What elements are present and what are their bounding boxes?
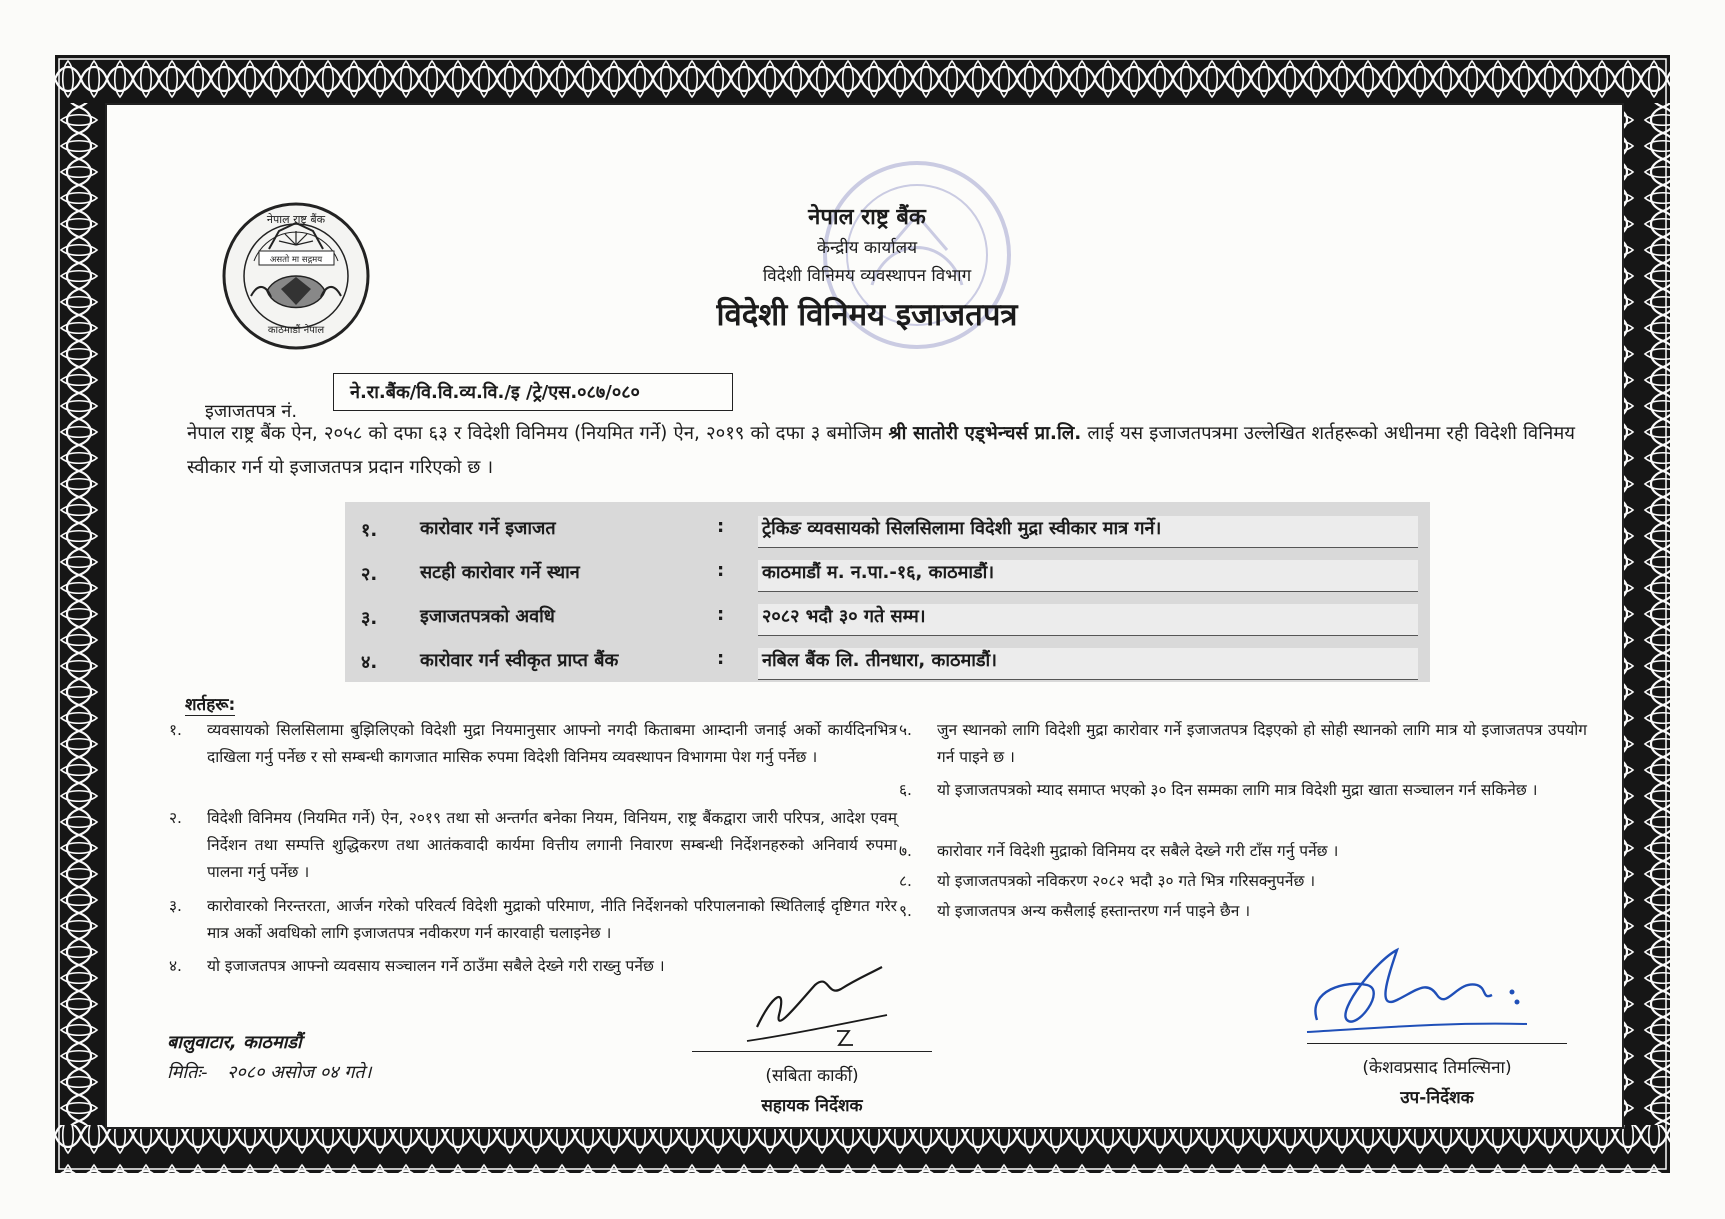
nepal-rastra-bank-seal xyxy=(219,201,374,351)
detail-colon: : xyxy=(717,604,725,625)
condition-item xyxy=(899,838,1587,865)
condition-text: कारोवार गर्ने विदेशी मुद्राको विनिमय दर सबैले देख्ने गरी टाँस गर्नु पर्नेछ । xyxy=(937,842,1339,860)
issue-place: बालुवाटार, काठमाडौं xyxy=(167,1032,302,1053)
detail-row xyxy=(345,506,1430,550)
detail-number: १. xyxy=(361,520,378,541)
intro-paragraph xyxy=(187,417,1575,485)
condition-number: ३. xyxy=(169,897,182,915)
certificate-sheet xyxy=(105,103,1624,1129)
detail-number: २. xyxy=(361,564,378,585)
condition-number: २. xyxy=(169,809,182,827)
issue-date-value: २०८० असोज ०४ गते। xyxy=(227,1062,372,1083)
condition-item xyxy=(899,777,1587,804)
condition-text: जुन स्थानको लागि विदेशी मुद्रा कारोवार गर्ने इजाजतपत्र दिइएको हो सोही स्थानको लागि मात्र यो इजाजतपत्र उपयोग गर्न पाइने छ । xyxy=(937,721,1587,766)
license-number-value: ने.रा.बैंक/वि.वि.व्य.वि./इ /ट्रे/एस.०८७/०८० xyxy=(333,373,733,411)
detail-colon: : xyxy=(717,516,725,537)
condition-item xyxy=(899,898,1587,925)
bank-name: नेपाल राष्ट्र बैंक xyxy=(808,205,926,230)
condition-text: यो इजाजतपत्रको म्याद समाप्त भएको ३० दिन सम्मका लागि मात्र विदेशी मुद्रा खाता सञ्चालन गर्न सकिनेछ । xyxy=(937,781,1538,799)
signatory-2-title: उप-निर्देशक xyxy=(1400,1088,1474,1108)
detail-value: ट्रेकिङ व्यवसायको सिलसिलामा विदेशी मुद्रा स्वीकार मात्र गर्ने। xyxy=(758,516,1418,548)
detail-label: सटही कारोवार गर्ने स्थान xyxy=(420,562,580,583)
condition-number: ९. xyxy=(899,902,912,920)
license-number-label: इजाजतपत्र नं. xyxy=(205,401,298,422)
condition-text: विदेशी विनिमय (नियमित गर्ने) ऐन, २०१९ तथा सो अन्तर्गत बनेका नियम, विनियम, राष्ट्र बैंकद्वारा जारी परिपत्र, आदेश एवम् निर्देशन तथा सम्पत्ति शुद्धिकरण तथा आतंकवादी कार्यमा वित्तीय लगानी निवारण सम्बन्धी निर्देशनहरुको अनिवार्य रुपमा पालना गर्नु पर्नेछ । xyxy=(207,809,897,881)
svg-text:नेपाल राष्ट्र बैंक: नेपाल राष्ट्र बैंक xyxy=(266,213,326,226)
certificate-title: विदेशी विनिमय इजाजतपत्र xyxy=(716,297,1018,333)
signature-line xyxy=(1307,1043,1567,1044)
condition-item xyxy=(169,717,897,771)
condition-item xyxy=(169,893,897,947)
detail-label: इजाजतपत्रको अवधि xyxy=(420,606,555,627)
condition-item xyxy=(899,717,1587,771)
signature-1 xyxy=(717,955,897,1055)
condition-number: ६. xyxy=(899,781,912,799)
detail-colon: : xyxy=(717,648,725,669)
department-name: विदेशी विनिमय व्यवस्थापन विभाग xyxy=(762,266,972,286)
certificate-border xyxy=(55,55,1670,1173)
svg-text:काठमाडौं नेपाल: काठमाडौं नेपाल xyxy=(267,325,325,336)
detail-number: ३. xyxy=(361,608,378,629)
condition-text: यो इजाजतपत्र आफ्नो व्यवसाय सञ्चालन गर्ने ठाउँमा सबैले देख्ने गरी राख्नु पर्नेछ । xyxy=(207,957,665,975)
signatory-1-title: सहायक निर्देशक xyxy=(761,1096,863,1116)
condition-text: यो इजाजतपत्र अन्य कसैलाई हस्तान्तरण गर्न पाइने छैन । xyxy=(937,902,1251,920)
issue-date-label: मितिः- xyxy=(167,1062,208,1083)
detail-label: कारोवार गर्न स्वीकृत प्राप्त बैंक xyxy=(420,650,619,671)
condition-text: कारोवारको निरन्तरता, आर्जन गरेको परिवर्त्य विदेशी मुद्राको परिमाण, नीति निर्देशनको परिपालनाको स्थितिलाई दृष्टिगत गरेर मात्र अर्को अवधिको लागि इजाजतपत्र नवीकरण गर्न कारवाही चलाइनेछ । xyxy=(207,897,897,942)
signature-2 xyxy=(1287,940,1547,1050)
detail-colon: : xyxy=(717,560,725,581)
detail-value: काठमाडौं म. न.पा.-१६, काठमाडौं। xyxy=(758,560,1418,592)
license-details-table xyxy=(345,502,1430,682)
svg-text:असतो मा सद्गमय: असतो मा सद्गमय xyxy=(269,255,323,265)
condition-item xyxy=(899,868,1587,895)
condition-number: ८. xyxy=(899,872,912,890)
conditions-heading: शर्तहरू: xyxy=(185,692,235,716)
detail-row xyxy=(345,638,1430,682)
condition-number: ५. xyxy=(899,721,912,739)
detail-number: ४. xyxy=(361,652,378,673)
intro-text-after: लाई यस इजाजतपत्रमा उल्लेखित शर्तहरूको अधीनमा रही विदेशी विनिमय स्वीकार गर्न यो इजाजतपत्र प्रदान गरिएको छ । xyxy=(187,423,1576,478)
signatory-1-name: (सबिता कार्की) xyxy=(765,1066,859,1086)
intro-text-before: नेपाल राष्ट्र बैंक ऐन, २०५८ को दफा ६३ र विदेशी विनिमय (नियमित गर्ने) ऐन, २०१९ को दफा ३ बमोजिम xyxy=(187,423,889,444)
condition-number: ४. xyxy=(169,957,182,975)
condition-number: १. xyxy=(169,721,182,739)
condition-item xyxy=(169,805,897,886)
detail-value: २०८२ भदौ ३० गते सम्म। xyxy=(758,604,1418,636)
detail-row xyxy=(345,550,1430,594)
detail-row xyxy=(345,594,1430,638)
detail-label: कारोवार गर्ने इजाजत xyxy=(420,518,556,539)
condition-number: ७. xyxy=(899,842,912,860)
signature-line xyxy=(692,1051,932,1052)
signatory-2-name: (केशवप्रसाद तिमल्सिना) xyxy=(1362,1058,1512,1078)
company-name: श्री सातोरी एड्भेन्चर्स प्रा.लि. xyxy=(888,423,1082,444)
condition-text: व्यवसायको सिलसिलामा बुझिलिएको विदेशी मुद्रा नियमानुसार आफ्नो नगदी किताबमा आम्दानी जनाई अर्को कार्यदिनभित्र दाखिला गर्नु पर्नेछ र सो सम्बन्धी कागजात मासिक रुपमा विदेशी विनिमय व्यवस्थापन विभागमा पेश गर्नु पर्नेछ । xyxy=(207,721,897,766)
office-name: केन्द्रीय कार्यालय xyxy=(816,238,918,258)
condition-text: यो इजाजतपत्रको नविकरण २०८२ भदौ ३० गते भित्र गरिसक्नुपर्नेछ । xyxy=(937,872,1316,890)
detail-value: नबिल बैंक लि. तीनधारा, काठमाडौं। xyxy=(758,648,1418,680)
